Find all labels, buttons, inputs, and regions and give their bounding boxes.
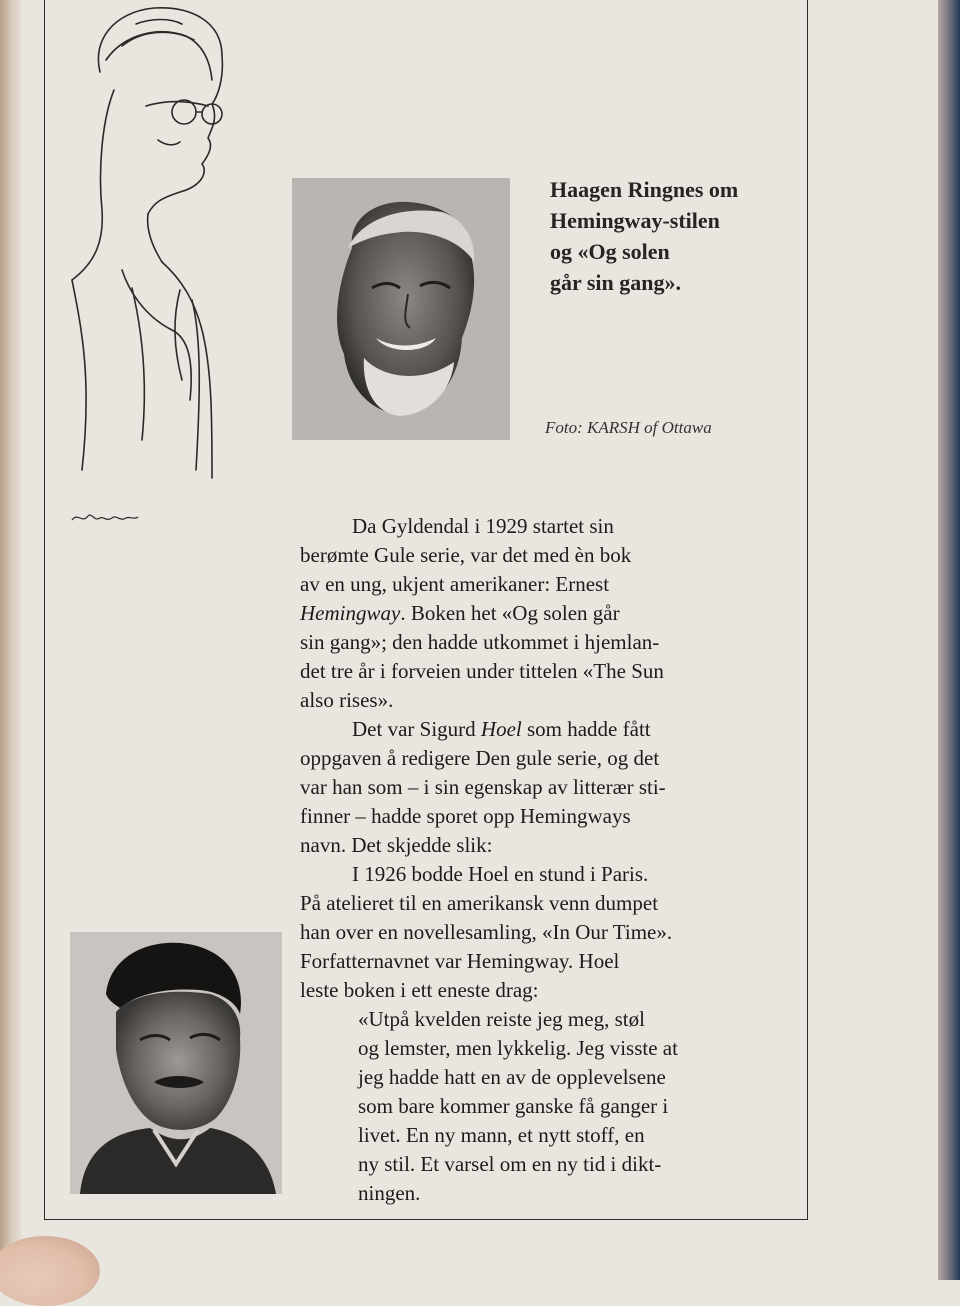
book-cover-edge-right [938,0,960,1280]
heading-line: Haagen Ringnes om [550,177,739,202]
pen-sketch-portrait [62,0,232,500]
text-line: navn. Det skjedde slik: [300,833,493,857]
italic-name: Hemingway [300,601,401,625]
quote-line: ny stil. Et varsel om en ny tid i dikt- [358,1152,662,1176]
quote-line: ningen. [358,1181,421,1205]
text-line: det tre år i forveien under tittelen «The Sun [300,659,664,683]
text-line: Det var Sigurd Hoel som hadde fått [352,717,651,741]
quote-line: «Utpå kvelden reiste jeg meg, støl [358,1007,645,1031]
text-line: finner – hadde sporet opp Hemingways [300,804,631,828]
hemingway-bearded-portrait [292,178,510,440]
quote-line: som bare kommer ganske få ganger i [358,1094,669,1118]
photo-credit: Foto: KARSH of Ottawa [545,418,712,437]
text-line: Forfatternavnet var Hemingway. Hoel [300,949,620,973]
article-heading [550,174,790,298]
text-line: I 1926 bodde Hoel en stund i Paris. [352,862,649,886]
text-line: av en ung, ukjent amerikaner: Ernest [300,572,610,596]
heading-line: og «Og solen [550,239,670,264]
quote-line: og lemster, men lykkelig. Jeg visste at [358,1036,678,1060]
quote-line: jeg hadde hatt en av de opplevelsene [358,1065,666,1089]
quote-line: livet. En ny mann, et nytt stoff, en [358,1123,645,1147]
book-gutter-left [0,0,22,1280]
hemingway-young-portrait [70,932,282,1194]
text-line: also rises». [300,688,394,712]
text-line: Da Gyldendal i 1929 startet sin [352,514,614,538]
italic-name: Hoel [480,717,522,741]
text-line: han over en novellesamling, «In Our Time». [300,920,673,944]
text-line: På atelieret til en amerikansk venn dumpet [300,891,659,915]
text-line: sin gang»; den hadde utkommet i hjemlan- [300,630,660,654]
text-line: oppgaven å redigere Den gule serie, og det [300,746,660,770]
text-line: var han som – i sin egenskap av litterær sti- [300,775,666,799]
text-line: berømte Gule serie, var det med èn bok [300,543,632,567]
heading-line: Hemingway-stilen [550,208,720,233]
heading-line: går sin gang». [550,270,682,295]
article-body [300,512,780,1208]
text-line: Hemingway. Boken het «Og solen går [300,601,620,625]
thumb [0,1236,100,1306]
sketch-signature [70,508,140,528]
text-line: leste boken i ett eneste drag: [300,978,539,1002]
